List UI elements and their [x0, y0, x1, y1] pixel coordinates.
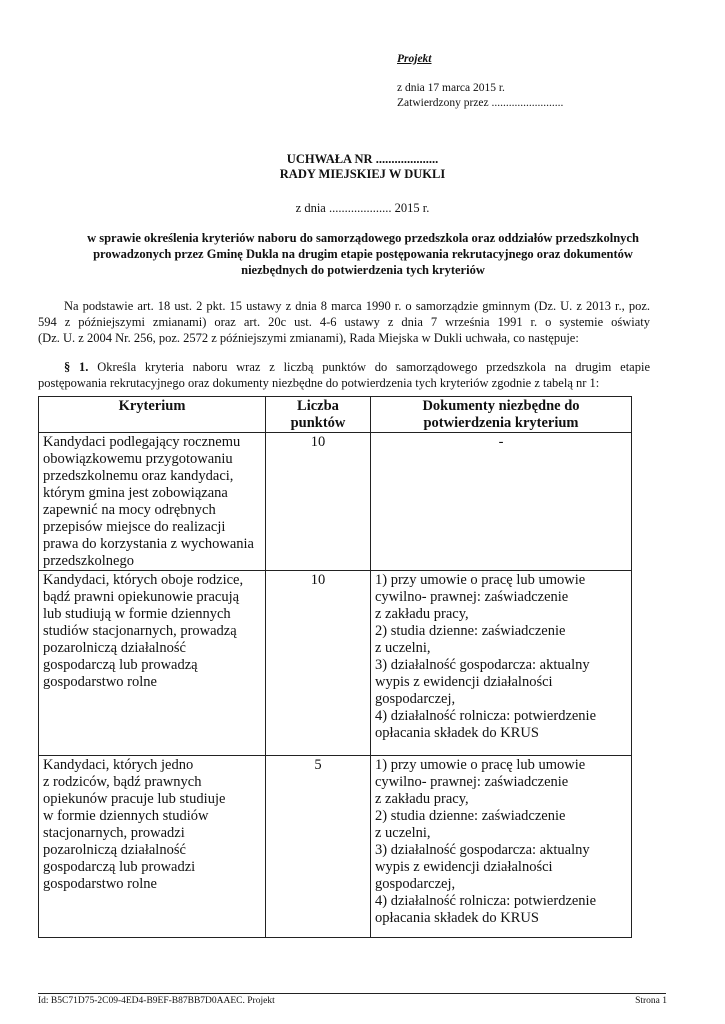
documents-cell: 1) przy umowie o pracę lub umowie cywilno- prawnej: zaświadczenie z zakładu pracy, 2) studia dzienne: zaświadczenie z uczelni, 3) działalność gospodarcza: aktualny wypis z ewidencji działalności gospodarczej, 4) działalność rolnicza: potwierdzenie opłacania składek do KRUS: [371, 571, 632, 756]
header-criterion: Kryterium: [39, 397, 266, 433]
council-name: RADY MIEJSKIEJ W DUKLI: [279, 167, 446, 181]
table-row: [39, 571, 632, 756]
documents-cell: 1) przy umowie o pracę lub umowie cywilno- prawnej: zaświadczenie z zakładu pracy, 2) studia dzienne: zaświadczenie z uczelni, 3) działalność gospodarcza: aktualny wypis z ewidencji działalności gospodarczej, 4) działalność rolnicza: potwierdzenie opłacania składek do KRUS: [371, 756, 632, 938]
resolution-date: z dnia .................... 2015 r.: [295, 201, 430, 215]
subject-line: w sprawie określenia kryteriów naboru do samorządowego przedszkola oraz oddziałów przedszkolnych: [87, 231, 639, 245]
table-row: [39, 756, 632, 938]
criterion-cell: Kandydaci, których oboje rodzice, bądź prawni opiekunowie pracują lub studiują w formie dziennych studiów stacjonarnych, prowadzą pozarolniczą działalność gospodarczą lub prowadzą gospodarstwo rolne: [39, 571, 266, 756]
legal-basis-paragraph: [38, 298, 650, 346]
section-label: § 1.: [64, 360, 89, 374]
resolution-subject: [58, 230, 668, 278]
points-cell: 10: [266, 571, 371, 756]
criterion-cell: Kandydaci, których jedno z rodziców, bądź prawnych opiekunów pracuje lub studiuje w formie dziennych studiów stacjonarnych, prowadzi pozarolniczą działalność gospodarczą lub prowadzi gospodarstwo rolne: [39, 756, 266, 938]
table-row: [39, 433, 632, 571]
basis-line: Na podstawie art. 18 ust. 2 pkt. 15 ustawy z dnia 8 marca 1990 r. o samorządzie gminnym (Dz. U. z 2013 r., poz.: [64, 299, 650, 313]
approved-by: Zatwierdzony przez .........................: [397, 97, 564, 109]
subject-line: prowadzonych przez Gminę Dukla na drugim etapie postępowania rekrutacyjnego oraz dokumentów: [93, 247, 633, 261]
resolution-number: UCHWAŁA NR ....................: [286, 152, 439, 166]
points-cell: 5: [266, 756, 371, 938]
projekt-label: Projekt: [397, 53, 432, 65]
criterion-cell: Kandydaci podlegający rocznemu obowiązkowemu przygotowaniu przedszkolnemu oraz kandydaci, którym gmina jest zobowiązana zapewnić na mocy odrębnych przepisów miejsce do realizacji prawa do korzystania z wychowania przedszkolnego: [39, 433, 266, 571]
basis-line: 594 z późniejszymi zmianami) oraz art. 20c ust. 4-6 ustawy z dnia 7 września 1991 r. o systemie oświaty: [38, 315, 650, 329]
points-cell: 10: [266, 433, 371, 571]
section-text: Określa kryteria naboru wraz z liczbą punktów do samorządowego przedszkola na drugim etapie: [88, 360, 650, 374]
section-line: postępowania rekrutacyjnego oraz dokumenty niezbędne do potwierdzenia tych kryteriów zgodnie z tabelą nr 1:: [38, 376, 600, 390]
page-number: Strona 1: [635, 996, 667, 1006]
header-points: Liczba punktów: [266, 397, 371, 433]
basis-line: (Dz. U. z 2004 Nr. 256, poz. 2572 z późniejszymi zmianami), Rada Miejska w Dukli uchwała, co następuje:: [38, 331, 579, 345]
section-line: [38, 359, 650, 375]
project-date: z dnia 17 marca 2015 r.: [397, 82, 505, 94]
header-documents: Dokumenty niezbędne do potwierdzenia kryterium: [371, 397, 632, 433]
documents-cell: -: [371, 433, 632, 571]
table-header-row: [39, 397, 632, 433]
footer-divider: [38, 993, 666, 994]
document-id: Id: B5C71D75-2C09-4ED4-B9EF-B87BB7D0AAEC. Projekt: [38, 996, 275, 1006]
subject-line: niezbędnych do potwierdzenia tych kryteriów: [241, 263, 485, 277]
criteria-table: [38, 396, 632, 938]
section-1-paragraph: [38, 359, 650, 391]
